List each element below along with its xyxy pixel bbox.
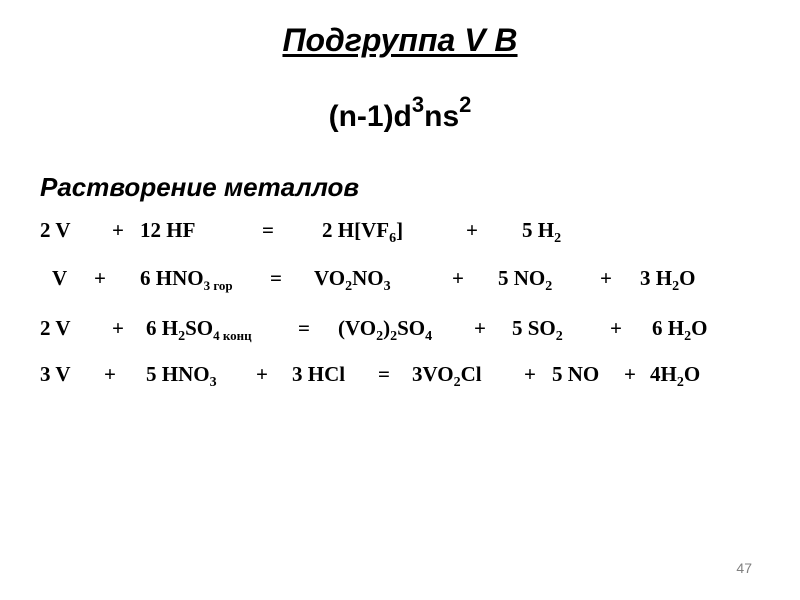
plus-sign: +	[524, 362, 536, 386]
equals-sign: =	[262, 218, 274, 242]
slide-title: Подгруппа V B	[282, 22, 518, 58]
reactant: 6 $H_2SO_{4 конц}$	[146, 316, 252, 344]
config-superscript: 2	[459, 92, 472, 117]
product: 5 $SO_2$	[512, 316, 563, 344]
product: 5 NO	[552, 362, 600, 386]
product: 3 $H_2O$	[640, 266, 696, 294]
plus-sign: +	[610, 316, 622, 340]
reactant: 12 HF	[140, 218, 196, 242]
electron-configuration	[0, 92, 800, 134]
plus-sign: +	[94, 266, 106, 290]
product: $VO_2NO_3$	[314, 266, 391, 294]
product: $(VO_2)_2SO_4$	[338, 316, 433, 344]
plus-sign: +	[452, 266, 464, 290]
plus-sign: +	[104, 362, 116, 386]
config-part: ns	[424, 100, 460, 133]
reactant: V	[52, 266, 68, 290]
reactant: 3 HCl	[292, 362, 346, 386]
product: $4H_2O$	[650, 362, 701, 390]
reaction-equation-1	[0, 218, 800, 248]
reactant: 2 V	[40, 316, 71, 340]
reactant: 3 V	[40, 362, 71, 386]
product: 5 $H_2$	[522, 218, 562, 246]
plus-sign: +	[624, 362, 636, 386]
plus-sign: +	[600, 266, 612, 290]
equals-sign: =	[378, 362, 390, 386]
reaction-equation-4	[0, 362, 800, 392]
section-heading: Растворение металлов	[40, 172, 360, 202]
product: 5 $NO_2$	[498, 266, 553, 294]
equals-sign: =	[298, 316, 310, 340]
reactant: 6 $HNO_{3 гор}$	[140, 266, 233, 293]
page-number: 47	[736, 560, 752, 576]
equals-sign: =	[270, 266, 282, 290]
plus-sign: +	[466, 218, 478, 242]
reactant: 5 $HNO_3$	[146, 362, 217, 390]
config-part: (n-1)d	[328, 100, 412, 133]
config-superscript: 3	[411, 92, 425, 117]
product: 6 $H_2O$	[652, 316, 708, 344]
reaction-equation-2	[0, 266, 800, 296]
plus-sign: +	[112, 316, 124, 340]
plus-sign: +	[474, 316, 486, 340]
plus-sign: +	[112, 218, 124, 242]
plus-sign: +	[256, 362, 268, 386]
product: $3VO_2Cl$	[412, 362, 482, 390]
product: 2 $H[VF_6]$	[322, 218, 404, 246]
reactant: 2 V	[40, 218, 71, 242]
reaction-equation-3	[0, 316, 800, 346]
